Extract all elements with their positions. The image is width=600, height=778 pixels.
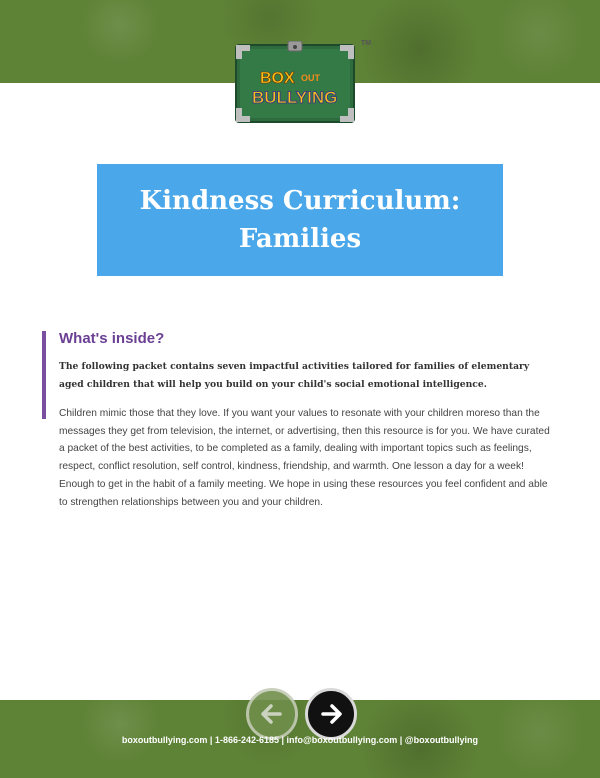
box-out-bullying-logo (234, 41, 356, 124)
section-accent-bar (42, 331, 46, 419)
arrow-left-icon (249, 691, 295, 737)
footer-contact: boxoutbullying.com | 1-866-242-6185 | info@boxoutbullying.com | @boxoutbullying (121, 735, 479, 745)
section-intro: The following packet contains seven impactful activities tailored for families of elementary aged children that will help you build on your child's social emotional intelligence. (59, 361, 530, 390)
section-body: Children mimic those that they love. If you want your values to resonate with your children moreso than the messages they get from television, the internet, or advertising, then this resource is for you. We have curated a packet of the best activities, to be completed as a family, dealing with important topics such as feelings, respect, conflict resolution, self control, kindness, friendship, and warmth. One lesson a day for a week! Enough to get in the habit of a family meeting. We hope in using these resources you feel confident and able to strengthen relationships between you and your children. (59, 408, 550, 508)
next-page-button[interactable] (305, 688, 357, 740)
svg-text:BOX: BOX (260, 70, 295, 87)
title-line-1: Kindness Curriculum: (139, 186, 461, 216)
svg-text:BULLYING: BULLYING (252, 88, 338, 107)
arrow-right-icon (308, 691, 354, 737)
section-heading: What's inside? (59, 330, 165, 347)
svg-text:OUT: OUT (301, 73, 320, 83)
previous-page-button[interactable] (246, 688, 298, 740)
trademark-mark: TM (361, 40, 372, 47)
title-banner (97, 164, 503, 276)
title-line-2: Families (238, 224, 362, 254)
